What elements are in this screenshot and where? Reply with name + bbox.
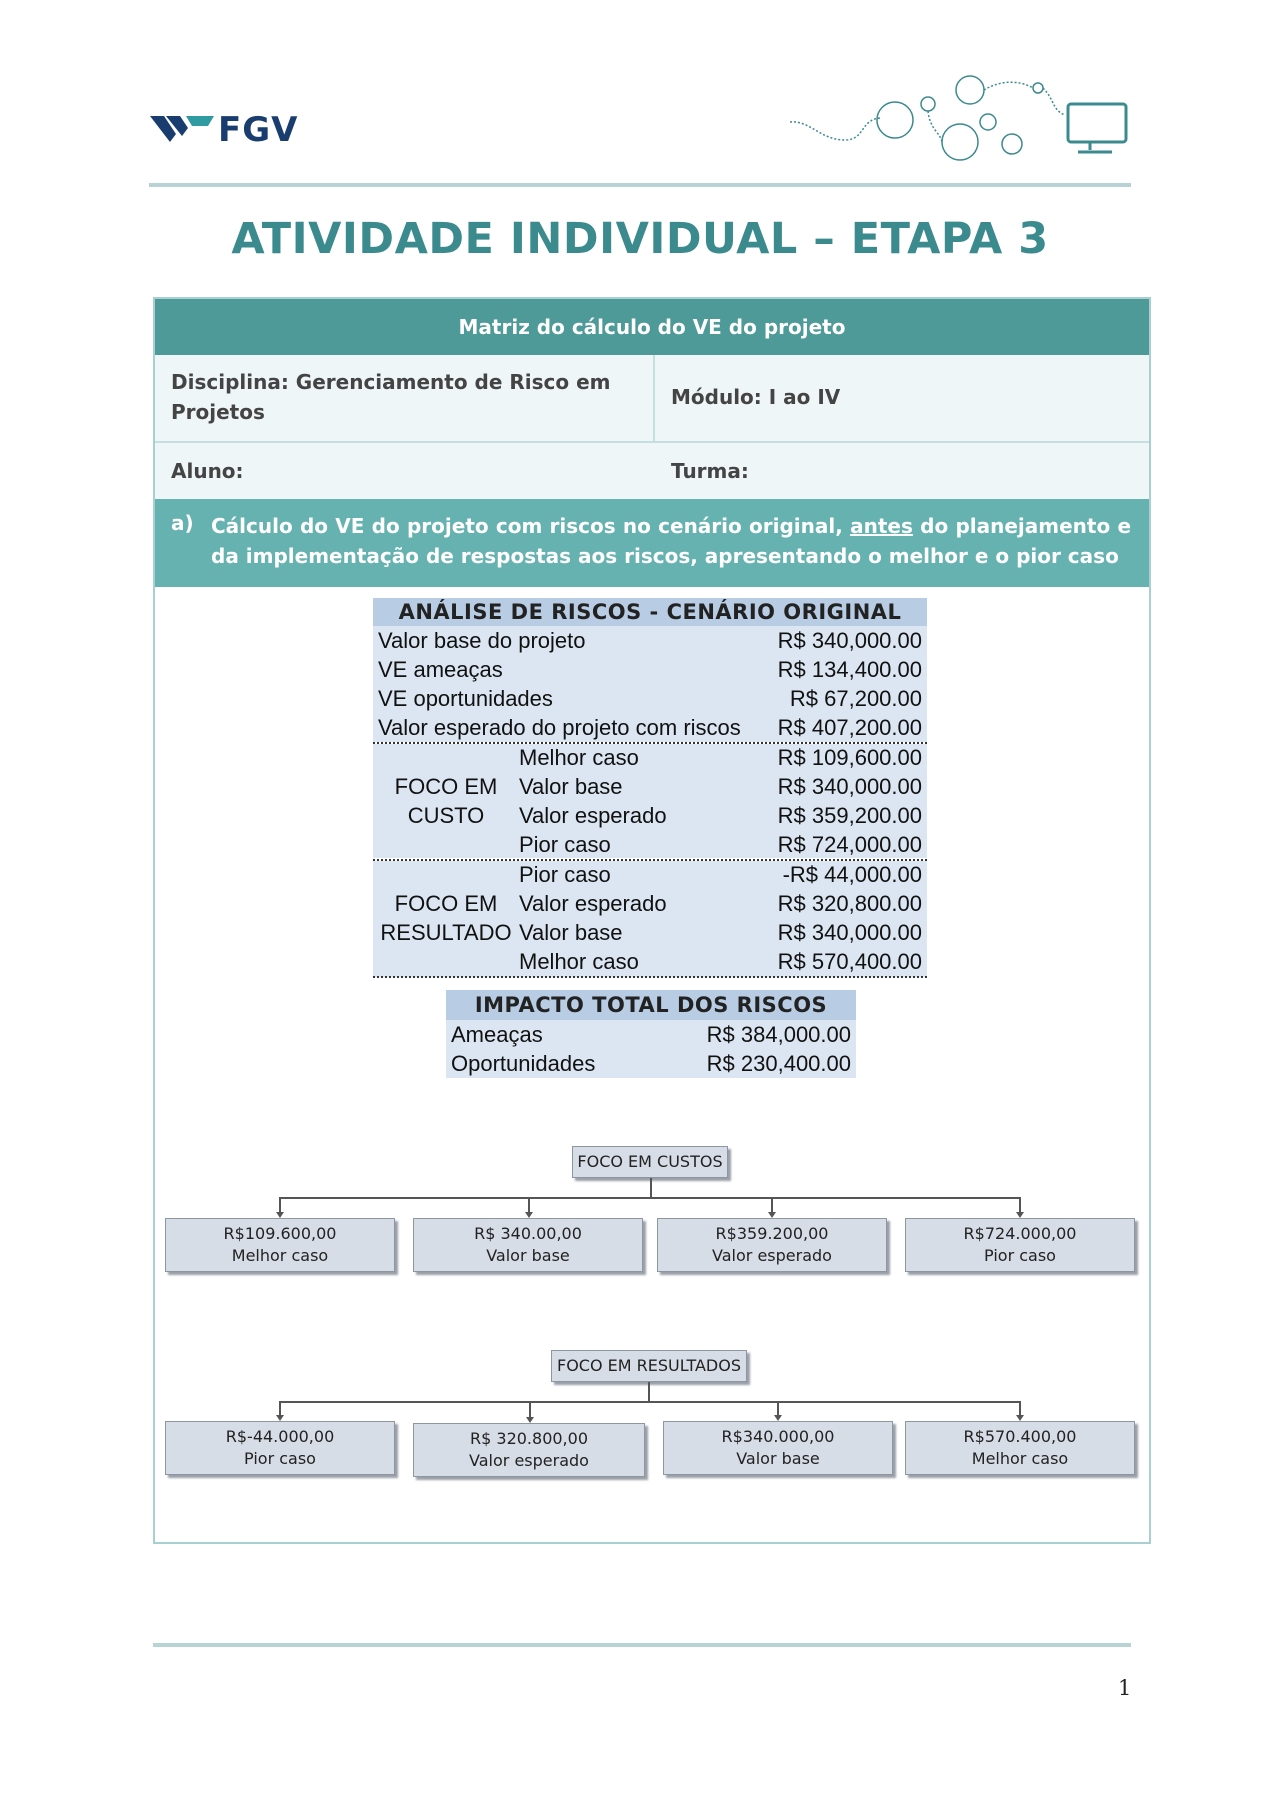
impact-table: [446, 990, 856, 1082]
cost-row-value: R$ 340,000.00: [777, 774, 922, 799]
cost-row-label: Pior caso: [519, 832, 611, 857]
node-value: R$359.200,00: [715, 1224, 829, 1243]
aluno-label: Aluno:: [171, 459, 244, 483]
results-node-best-case: [905, 1421, 1135, 1475]
results-chart-root: FOCO EM RESULTADOS: [551, 1350, 747, 1382]
node-value: R$570.400,00: [963, 1427, 1077, 1446]
cost-row-value: R$ 109,600.00: [777, 745, 922, 770]
costs-node-worst-case: [905, 1218, 1135, 1272]
section-a-header: [155, 499, 1149, 587]
results-node-worst-case: [165, 1421, 395, 1475]
row-label: Oportunidades: [446, 1049, 674, 1078]
row-value: R$ 230,400.00: [674, 1049, 856, 1078]
row-label: Ameaças: [446, 1020, 674, 1049]
table-row: [373, 713, 927, 742]
node-value: R$ 320.800,00: [470, 1429, 588, 1448]
result-row-value: R$ 570,400.00: [777, 949, 922, 974]
fgv-logo: [150, 110, 310, 155]
top-divider: [149, 183, 1131, 187]
node-value: R$-44.000,00: [225, 1427, 335, 1446]
result-group-title-2: RESULTADO: [380, 920, 512, 945]
node-label: Valor esperado: [712, 1246, 832, 1265]
dotted-divider: [373, 976, 927, 978]
row-value: R$ 340,000.00: [745, 626, 927, 655]
page-number: 1: [1118, 1676, 1132, 1700]
costs-node-expected-value: [657, 1218, 887, 1272]
bottom-divider: [153, 1643, 1131, 1647]
risk-table-title: ANÁLISE DE RISCOS - CENÁRIO ORIGINAL: [373, 598, 927, 626]
result-group-title-1: FOCO EM: [394, 891, 498, 916]
disciplina-line1: Disciplina: Gerenciamento de Risco em: [171, 370, 611, 394]
section-a-letter: a): [171, 511, 194, 535]
section-a-text-before: Cálculo do VE do projeto com riscos no cenário original,: [211, 514, 843, 538]
node-label: Valor esperado: [469, 1451, 589, 1470]
row-label: Valor base do projeto: [373, 626, 745, 655]
table-row: [446, 1020, 856, 1049]
modulo-label: Módulo: I ao IV: [671, 385, 841, 409]
table-row: [373, 655, 927, 684]
connector-line: [279, 1401, 1021, 1403]
section-a-text-after: do planejamento e da implementação de respostas aos riscos, apresentando o melhor e o pior caso: [211, 514, 1132, 568]
technology-decoration-icon: [790, 70, 1130, 170]
disciplina-line2: Projetos: [171, 400, 265, 424]
form-heading: Matriz do cálculo do VE do projeto: [155, 299, 1149, 355]
node-value: R$340.000,00: [721, 1427, 835, 1446]
row-value: R$ 407,200.00: [745, 713, 927, 742]
node-label: Valor base: [486, 1246, 570, 1265]
costs-node-base-value: [413, 1218, 643, 1272]
node-value: R$109.600,00: [223, 1224, 337, 1243]
result-row-label: Valor esperado: [519, 891, 667, 916]
costs-node-best-case: [165, 1218, 395, 1272]
fgv-logo-mark-icon: [150, 116, 214, 142]
node-label: Valor base: [736, 1449, 820, 1468]
row-value: R$ 134,400.00: [745, 655, 927, 684]
result-row-label: Melhor caso: [519, 949, 639, 974]
node-value: R$724.000,00: [963, 1224, 1077, 1243]
section-a-underlined: antes: [850, 514, 913, 538]
turma-label: Turma:: [671, 459, 749, 483]
costs-chart-root: FOCO EM CUSTOS: [572, 1146, 728, 1178]
disciplina-label: [171, 367, 631, 427]
result-row-label: Pior caso: [519, 862, 611, 887]
cost-row-label: Valor base: [519, 774, 623, 799]
cost-row-value: R$ 359,200.00: [777, 803, 922, 828]
table-row: [373, 626, 927, 655]
result-row-value: R$ 340,000.00: [777, 920, 922, 945]
section-a-text: [211, 511, 1131, 571]
table-row: [446, 1049, 856, 1078]
result-row-label: Valor base: [519, 920, 623, 945]
node-label: Pior caso: [244, 1449, 316, 1468]
result-row-value: -R$ 44,000.00: [782, 862, 922, 887]
row-label: VE oportunidades: [373, 684, 745, 713]
form-row-discipline: [155, 355, 1149, 443]
results-node-base-value: [663, 1421, 893, 1475]
node-label: Melhor caso: [971, 1449, 1069, 1468]
node-value: R$ 340.00,00: [474, 1224, 582, 1243]
cost-group-title-1: FOCO EM: [394, 774, 498, 799]
row-label: VE ameaças: [373, 655, 745, 684]
form-row-student: [155, 443, 1149, 499]
row-value: R$ 67,200.00: [745, 684, 927, 713]
results-node-expected-value: [413, 1423, 645, 1477]
cost-group-title-2: CUSTO: [407, 803, 485, 828]
impact-table-title: IMPACTO TOTAL DOS RISCOS: [446, 990, 856, 1020]
node-label: Melhor caso: [231, 1246, 329, 1265]
page-title: ATIVIDADE INDIVIDUAL – ETAPA 3: [231, 214, 1049, 264]
fgv-logo-text: FGV: [218, 110, 299, 150]
result-row-value: R$ 320,800.00: [777, 891, 922, 916]
connector-line: [650, 1178, 652, 1198]
connector-line: [279, 1197, 1021, 1199]
cost-row-label: Melhor caso: [519, 745, 639, 770]
row-label: Valor esperado do projeto com riscos: [373, 713, 745, 742]
connector-line: [648, 1382, 650, 1402]
cost-row-value: R$ 724,000.00: [777, 832, 922, 857]
row-value: R$ 384,000.00: [674, 1020, 856, 1049]
cost-row-label: Valor esperado: [519, 803, 667, 828]
table-row: [373, 684, 927, 713]
node-label: Pior caso: [984, 1246, 1056, 1265]
